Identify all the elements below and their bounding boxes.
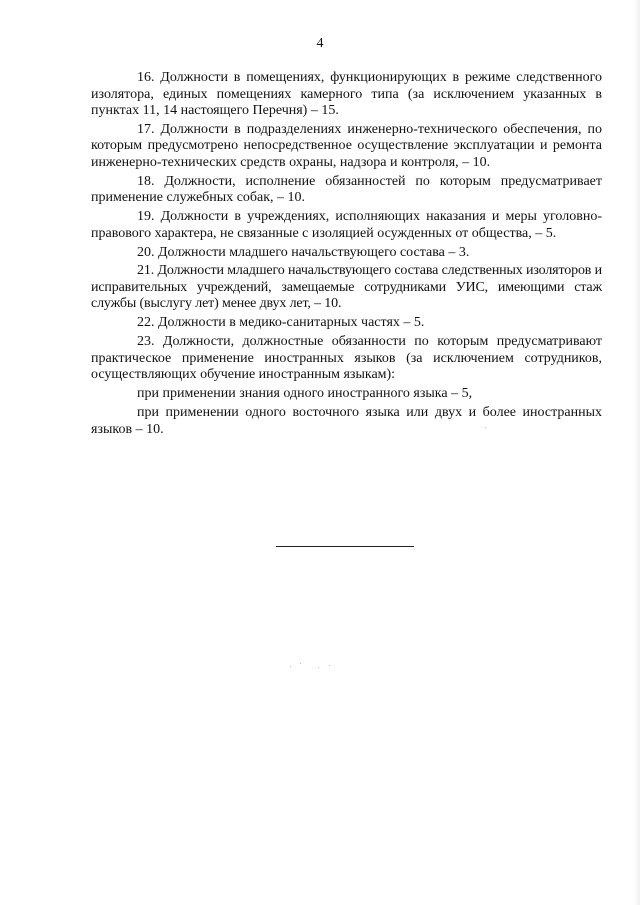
scan-speck xyxy=(329,665,330,666)
scan-speck xyxy=(300,663,301,664)
paragraph-23-item-oriental-language: при применении одного восточного языка или двух и более иностранных языков – 10. xyxy=(91,405,602,437)
scan-edge-shadow xyxy=(634,0,640,905)
scan-speck xyxy=(318,667,319,668)
paragraph-18: 18. Должности, исполнение обязанностей по которым предусматривает применение служебных собак, – 10. xyxy=(91,173,602,206)
scan-speck xyxy=(290,666,291,667)
paragraph-20: 20. Должности младшего начальствующего состава – 3. xyxy=(137,244,470,260)
paragraph-21: 21. Должности младшего начальствующего состава следственных изоляторов и исправительных учреждений, замещаемые сотрудниками УИС, имеющими стаж службы (выслугу лет) менее двух лет, – 10. xyxy=(91,263,602,312)
paragraph-16: 16. Должности в помещениях, функционирующих в режиме следственного изолятора, единых помещениях камерного типа (за исключением указанных в пунктах 11, 14 настоящего Перечня) – 15. xyxy=(91,70,602,118)
scan-speck xyxy=(485,427,486,428)
end-separator-line xyxy=(276,546,414,547)
paragraph-23-item-one-language: при применении знания одного иностранного языка – 5, xyxy=(137,386,473,402)
document-body xyxy=(91,70,602,440)
paragraph-17: 17. Должности в подразделениях инженерно-технического обеспечения, по которым предусмотрено непосредственное осуществление эксплуатации и ремонта инженерно-технических средств охраны, надзора и контроля, – 10. xyxy=(91,121,602,170)
paragraph-23: 23. Должности, должностные обязанности по которым предусматривают практическое применение иностранных языков (за исключением сотрудников, осуществляющих обучение иностранным языкам): xyxy=(91,334,602,383)
paragraph-22: 22. Должности в медико-санитарных частях – 5. xyxy=(137,315,425,331)
page-number: 4 xyxy=(316,36,324,51)
paragraph-19: 19. Должности в учреждениях, исполняющих наказания и меры уголовно-правового характера, не связанные с изоляцией осужденных от общества, – 5. xyxy=(91,209,602,241)
